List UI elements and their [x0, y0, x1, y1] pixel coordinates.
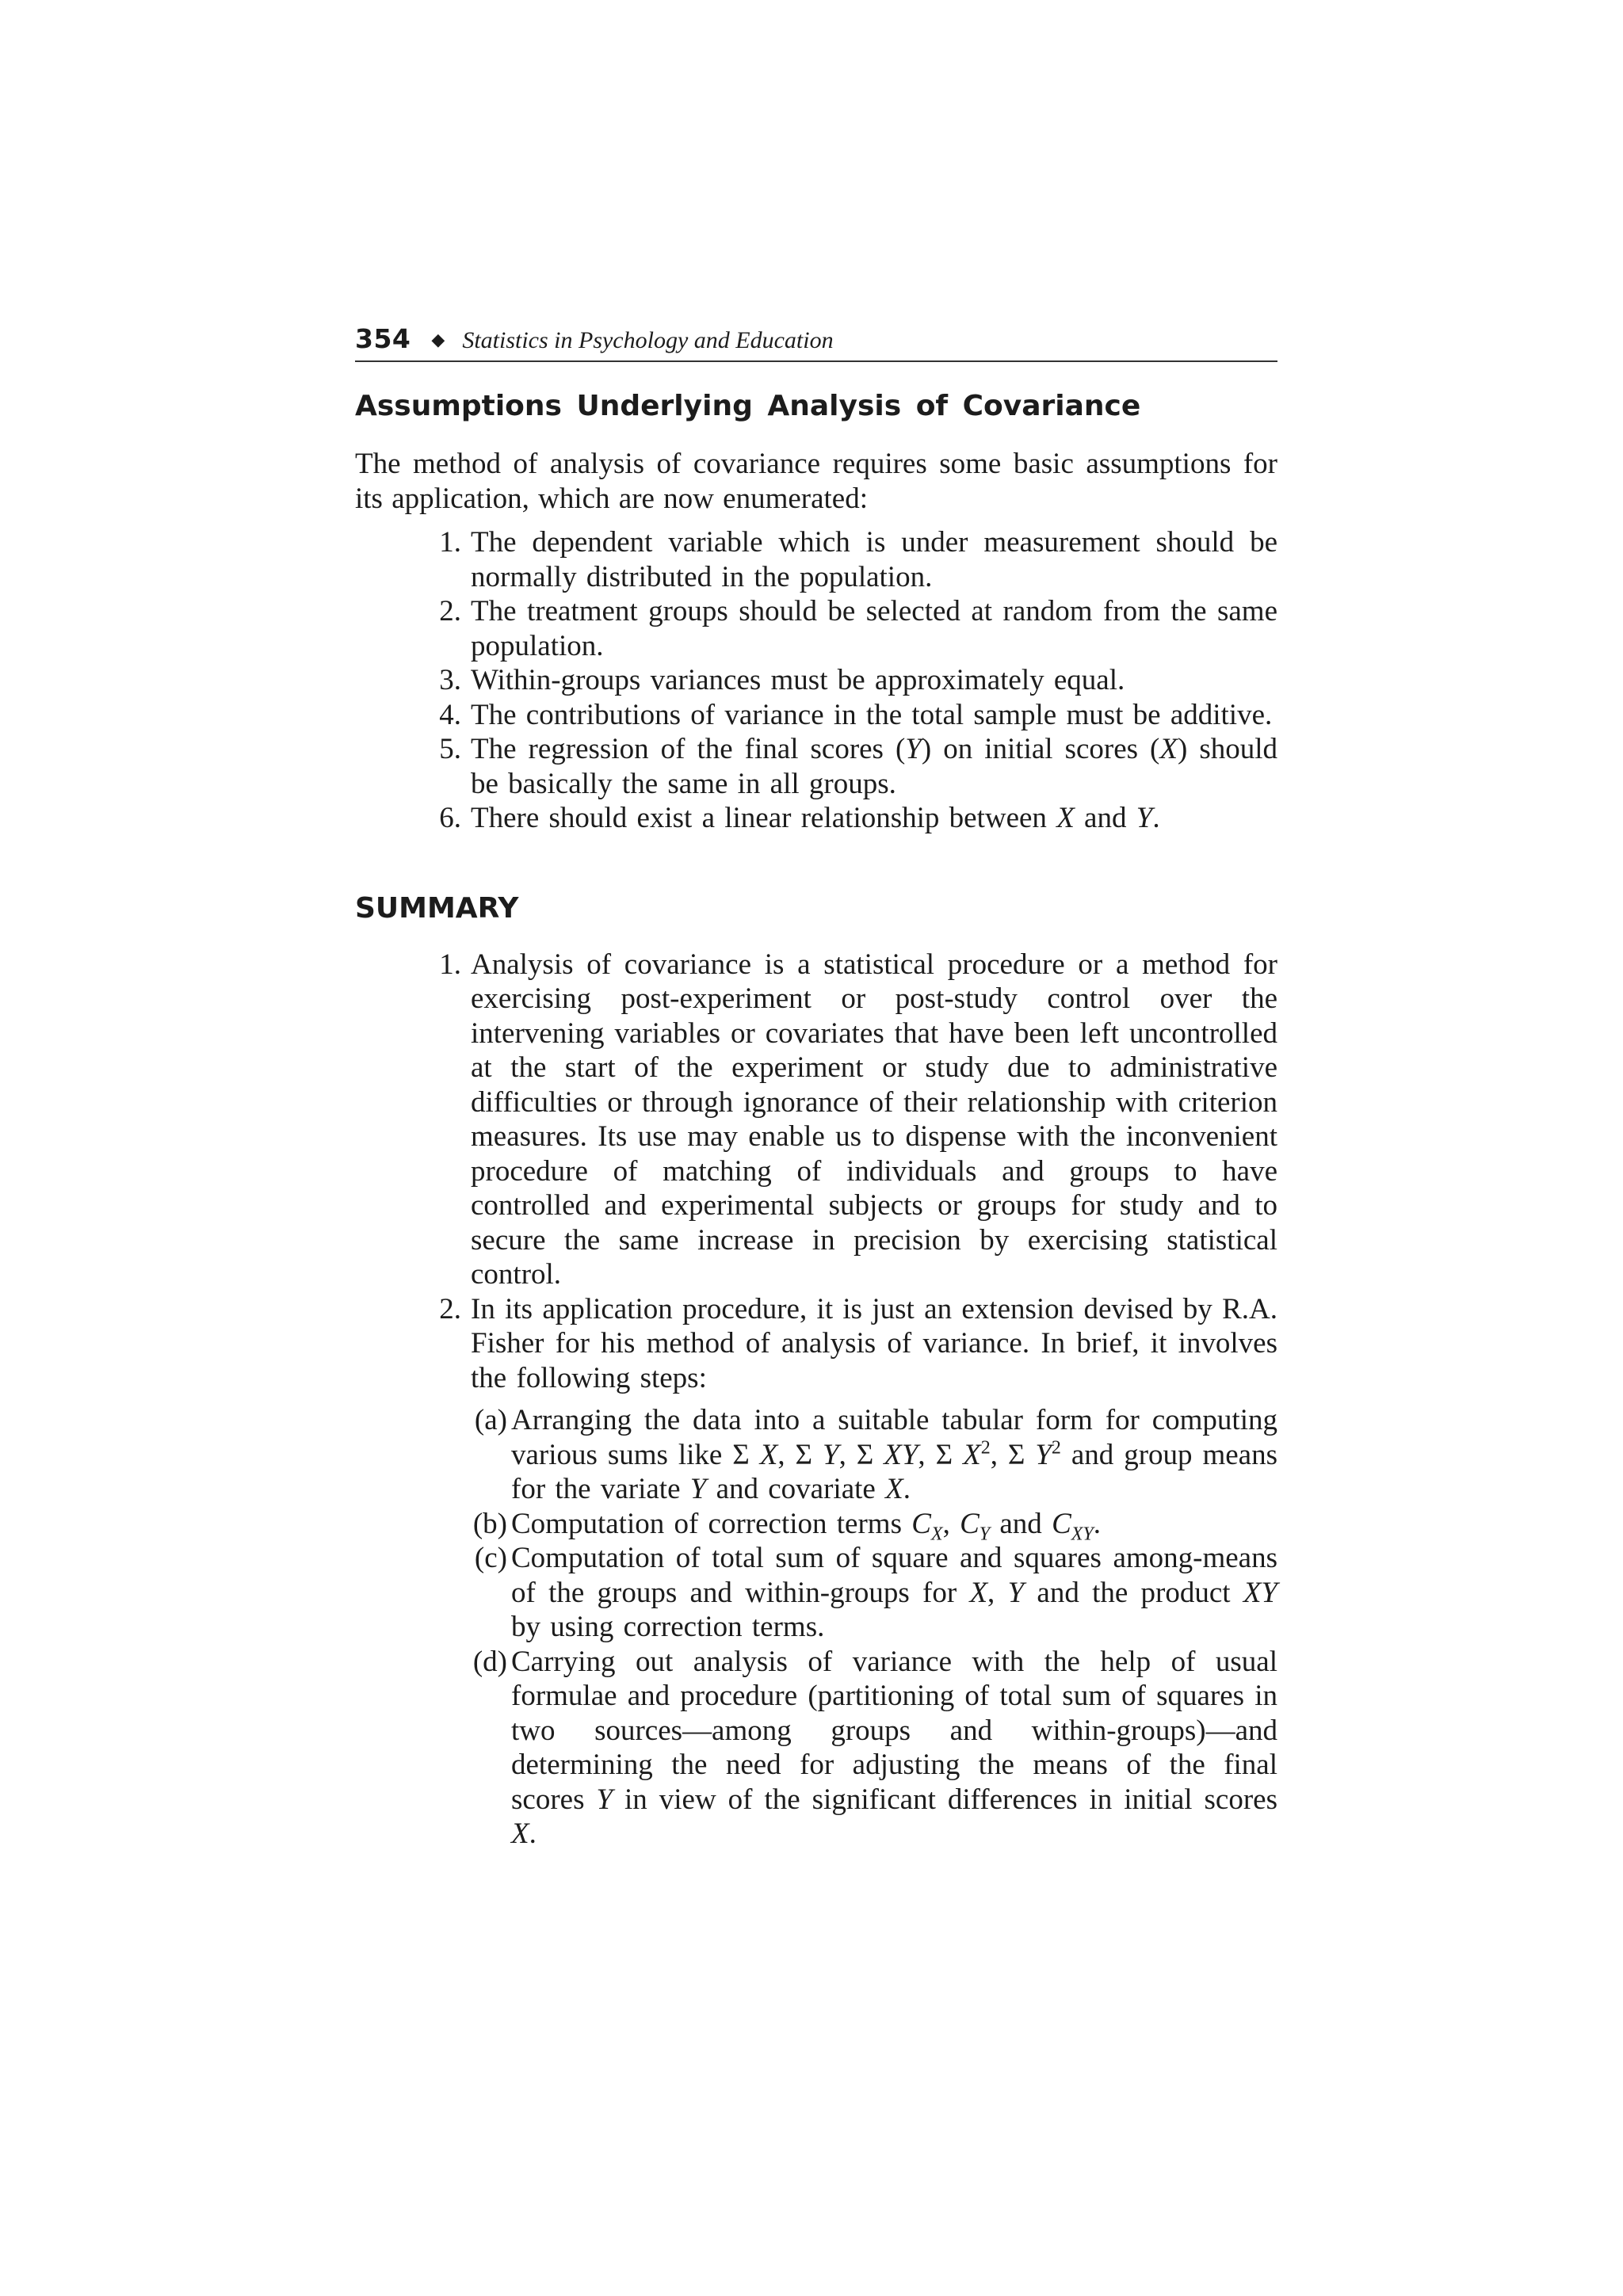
- variable: X: [759, 1438, 778, 1471]
- item-text: Analysis of covariance is a statistical procedure or a method for exercising post-experiment or post-study control over the intervening variables or covariates that have been left uncontrolled at the start of the experiment or study due to administrative difficulties or through ignorance of their relationship with criterion measures. Its use may enable us to dispense with the inconvenient procedure of matching of individuals and groups to have controlled and experimental subjects or groups for study and to secure the same increase in precision by exercising statistical control.: [471, 948, 1277, 1291]
- superscript: 2: [1051, 1437, 1061, 1459]
- step-text: [511, 1542, 1277, 1643]
- steps-list: [355, 1403, 1277, 1852]
- variable: XY: [884, 1438, 918, 1471]
- text-segment: and: [1074, 802, 1136, 835]
- text-segment: Computation of correction terms: [511, 1507, 912, 1540]
- variable: XY: [1243, 1576, 1277, 1609]
- variable-y: Y: [905, 733, 922, 766]
- list-item: [355, 594, 1277, 663]
- step-item: [355, 1645, 1277, 1852]
- text-segment: Computation of total sum of square and squares among-means of the groups and within-groups for: [511, 1542, 1277, 1609]
- text-segment: by using correction terms.: [511, 1611, 825, 1644]
- step-label: (c): [474, 1542, 507, 1575]
- section-heading-assumptions: Assumptions Underlying Analysis of Covariance: [355, 390, 1141, 422]
- assumptions-list: [355, 525, 1277, 836]
- text-segment: .: [903, 1473, 911, 1506]
- running-head: [355, 323, 1277, 362]
- page-number: 354: [355, 323, 411, 354]
- step-label: (d): [472, 1645, 507, 1678]
- item-text: The treatment groups should be selected at random from the same population.: [471, 595, 1277, 662]
- item-text: The contributions of variance in the total sample must be additive.: [471, 698, 1273, 731]
- list-item: [355, 525, 1277, 594]
- variable: X: [969, 1576, 988, 1609]
- subscript: X: [930, 1524, 943, 1545]
- variable: X: [511, 1817, 529, 1851]
- text-segment: Arranging the data into a suitable tabular form for computing various sums like Σ: [511, 1404, 1277, 1471]
- text-segment: , Σ: [838, 1438, 884, 1471]
- text-segment: ) on initial scores (: [921, 733, 1160, 766]
- text-segment: and the product: [1024, 1576, 1243, 1609]
- item-number: 4.: [439, 698, 461, 731]
- item-number: 1.: [439, 948, 461, 981]
- variable: Y: [1035, 1438, 1052, 1471]
- variable: Y: [1007, 1576, 1025, 1609]
- list-item: [355, 801, 1277, 836]
- text-segment: , Σ: [918, 1438, 964, 1471]
- item-number: 1.: [439, 526, 461, 559]
- item-number: 2.: [439, 595, 461, 628]
- text-segment: ,: [987, 1576, 1008, 1609]
- variable-x: X: [1056, 802, 1075, 835]
- step-item: [355, 1541, 1277, 1645]
- item-text: [471, 802, 1160, 834]
- list-item: [355, 1292, 1277, 1396]
- text-segment: , Σ: [990, 1438, 1036, 1471]
- subscript: XY: [1071, 1524, 1094, 1545]
- text-segment: ,: [942, 1507, 960, 1540]
- variable: Y: [596, 1783, 613, 1816]
- variable: X: [963, 1438, 981, 1471]
- text-segment: ) should be basically the same in all groups.: [471, 733, 1277, 800]
- variable: C: [960, 1507, 980, 1540]
- variable: C: [911, 1507, 931, 1540]
- text-segment: in view of the significant differences in initial scores: [613, 1783, 1278, 1816]
- text-segment: Carrying out analysis of variance with the help of usual formulae and procedure (partitioning of total sum of squares in two sources—among groups and within-groups)—and determining the need for adjusting the means of the final scores: [511, 1645, 1277, 1816]
- text-segment: and covariate: [706, 1473, 886, 1506]
- step-text: [511, 1507, 1102, 1545]
- diamond-icon: ◆: [431, 330, 445, 350]
- text-segment: , Σ: [777, 1438, 823, 1471]
- step-label: (a): [474, 1404, 507, 1437]
- variable-x: X: [1159, 733, 1178, 766]
- text-segment: and group means for the variate: [511, 1438, 1277, 1506]
- step-item: [355, 1403, 1277, 1507]
- step-text: [511, 1404, 1277, 1505]
- list-item: [355, 948, 1277, 1292]
- variable-y: Y: [1136, 802, 1153, 835]
- item-number: 5.: [439, 733, 461, 766]
- item-text: Within-groups variances must be approximately equal.: [471, 664, 1125, 697]
- step-item: [355, 1507, 1277, 1545]
- item-number: 2.: [439, 1292, 461, 1325]
- item-number: 6.: [439, 802, 461, 835]
- book-page: [355, 323, 1277, 1852]
- variable: Y: [823, 1438, 839, 1471]
- text-segment: The regression of the final scores (: [471, 733, 906, 766]
- text-segment: .: [529, 1817, 537, 1851]
- item-text: [471, 733, 1277, 800]
- variable: C: [1052, 1507, 1071, 1540]
- summary-list: [355, 948, 1277, 1396]
- subscript: Y: [979, 1524, 991, 1545]
- item-text: In its application procedure, it is just an extension devised by R.A. Fisher for his method of analysis of variance. In brief, it involves the following steps:: [471, 1292, 1277, 1394]
- variable: X: [885, 1473, 903, 1506]
- text-segment: .: [1152, 802, 1160, 835]
- running-title: Statistics in Psychology and Education: [462, 327, 834, 353]
- section-heading-summary: SUMMARY: [355, 891, 519, 925]
- text-segment: There should exist a linear relationship between: [471, 802, 1057, 835]
- list-item: [355, 663, 1277, 698]
- list-item: [355, 732, 1277, 801]
- superscript: 2: [980, 1437, 991, 1459]
- variable: Y: [689, 1473, 707, 1506]
- step-text: [511, 1646, 1277, 1851]
- text-segment: .: [1093, 1507, 1102, 1540]
- item-text: The dependent variable which is under measurement should be normally distributed in the population.: [471, 526, 1277, 593]
- text-segment: and: [990, 1507, 1052, 1540]
- item-number: 3.: [439, 664, 461, 697]
- intro-paragraph: The method of analysis of covariance requires some basic assumptions for its application, which are now enumerated:: [355, 448, 1277, 515]
- list-item: [355, 698, 1277, 733]
- step-label: (b): [472, 1507, 507, 1540]
